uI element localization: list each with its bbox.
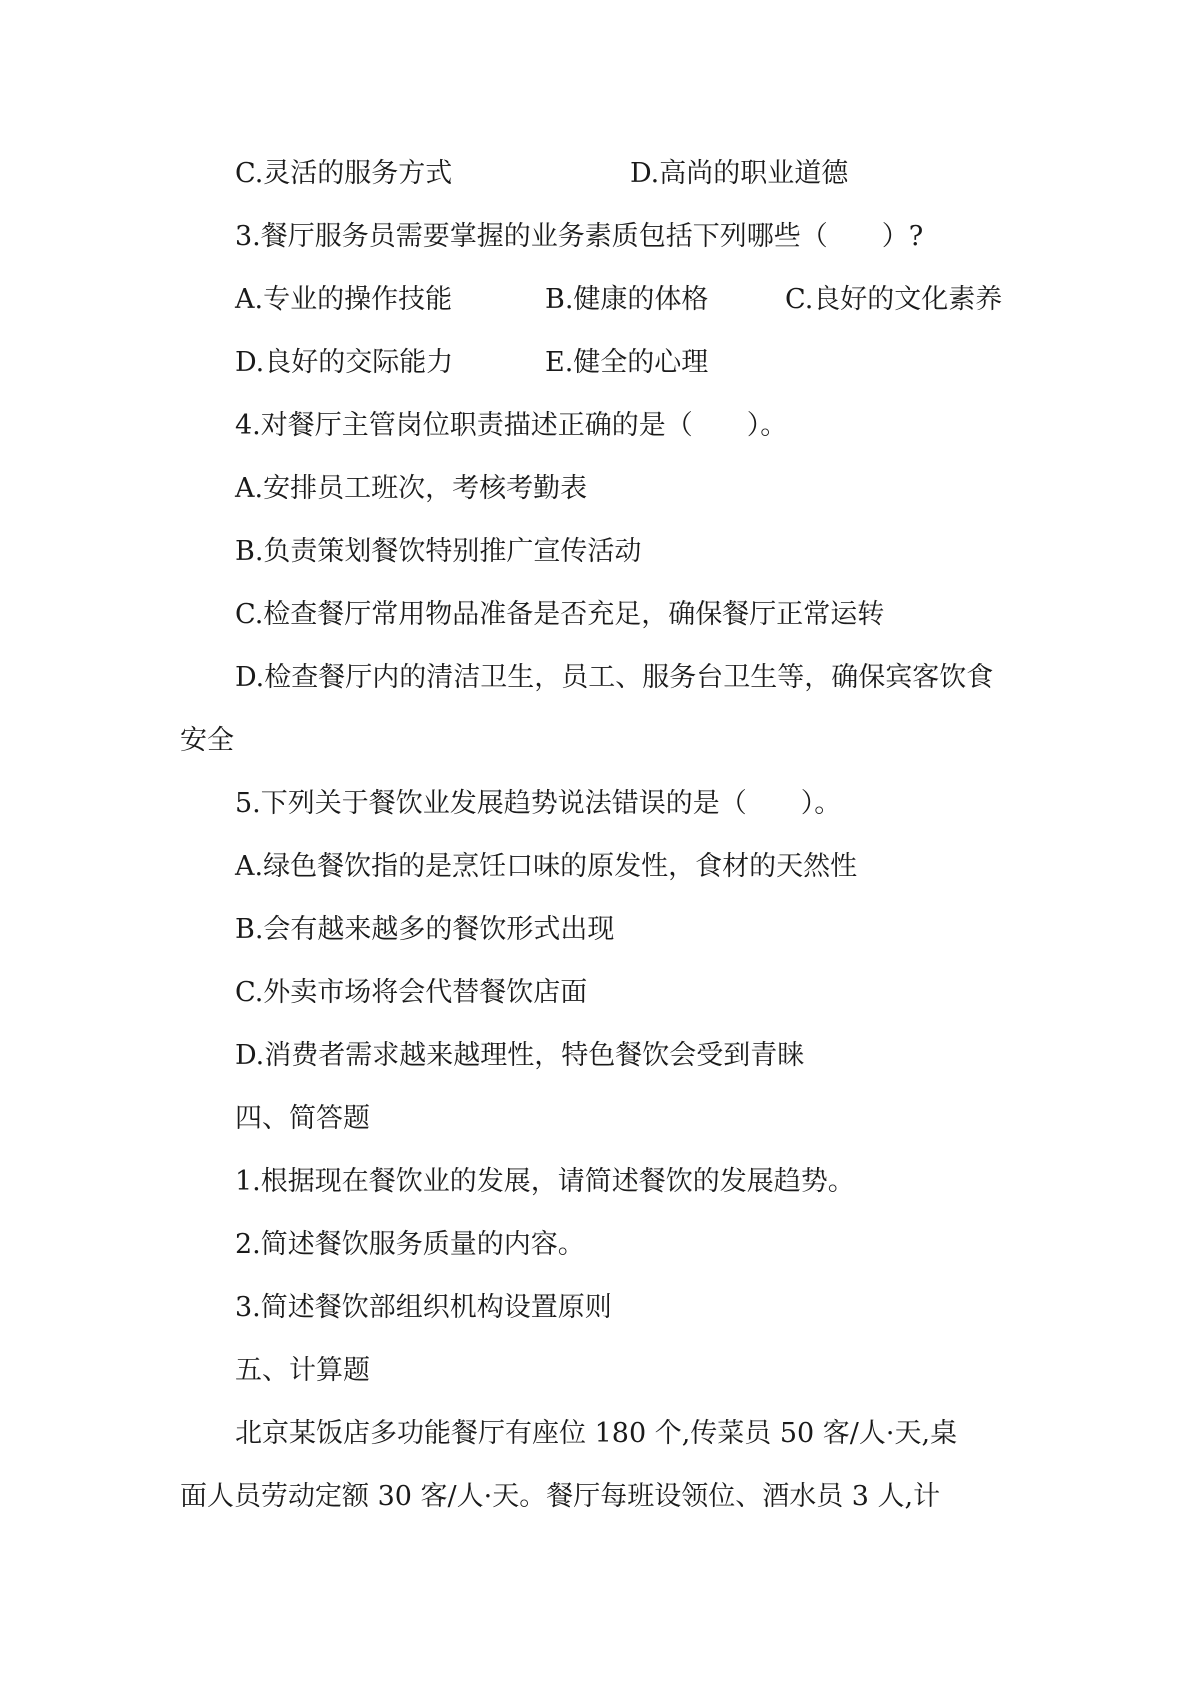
q4-option-a: A.安排员工班次，考核考勤表 xyxy=(235,473,588,504)
section4-item-1: 1.根据现在餐饮业的发展，请简述餐饮的发展趋势。 xyxy=(235,1166,855,1197)
q4-option-d-line1: D.检查餐厅内的清洁卫生，员工、服务台卫生等，确保宾客饮食 xyxy=(235,662,994,693)
section4-item-2: 2.简述餐饮服务质量的内容。 xyxy=(235,1229,585,1260)
q3-option-b: B.健康的体格 xyxy=(545,284,709,315)
q5-stem: 5.下列关于餐饮业发展趋势说法错误的是（ ）。 xyxy=(235,788,842,819)
q5-option-d: D.消费者需求越来越理性，特色餐饮会受到青睐 xyxy=(235,1040,805,1071)
section4-heading: 四、简答题 xyxy=(235,1103,370,1134)
section5-problem-line1: 北京某饭店多功能餐厅有座位 180 个,传菜员 50 客/人·天,桌 xyxy=(235,1418,958,1449)
q4-stem: 4.对餐厅主管岗位职责描述正确的是（ ）。 xyxy=(235,410,788,441)
q5-option-a: A.绿色餐饮指的是烹饪口味的原发性，食材的天然性 xyxy=(235,851,858,882)
q2-option-c: C.灵活的服务方式 xyxy=(235,158,453,189)
section5-heading: 五、计算题 xyxy=(235,1355,370,1386)
q4-option-d-line2: 安全 xyxy=(180,725,234,756)
q2-option-d: D.高尚的职业道德 xyxy=(630,158,849,189)
q4-option-b: B.负责策划餐饮特别推广宣传活动 xyxy=(235,536,642,567)
q5-option-c: C.外卖市场将会代替餐饮店面 xyxy=(235,977,588,1008)
q3-option-e: E.健全的心理 xyxy=(545,347,709,378)
q3-option-a: A.专业的操作技能 xyxy=(235,284,453,315)
q5-option-b: B.会有越来越多的餐饮形式出现 xyxy=(235,914,615,945)
q4-option-c: C.检查餐厅常用物品准备是否充足，确保餐厅正常运转 xyxy=(235,599,885,630)
q3-option-d: D.良好的交际能力 xyxy=(235,347,454,378)
q3-option-c: C.良好的文化素养 xyxy=(785,284,1003,315)
section5-problem-line2: 面人员劳动定额 30 客/人·天。餐厅每班设领位、酒水员 3 人,计 xyxy=(180,1481,941,1512)
section4-item-3: 3.简述餐饮部组织机构设置原则 xyxy=(235,1292,612,1323)
q3-stem: 3.餐厅服务员需要掌握的业务素质包括下列哪些（ ）? xyxy=(235,221,924,252)
